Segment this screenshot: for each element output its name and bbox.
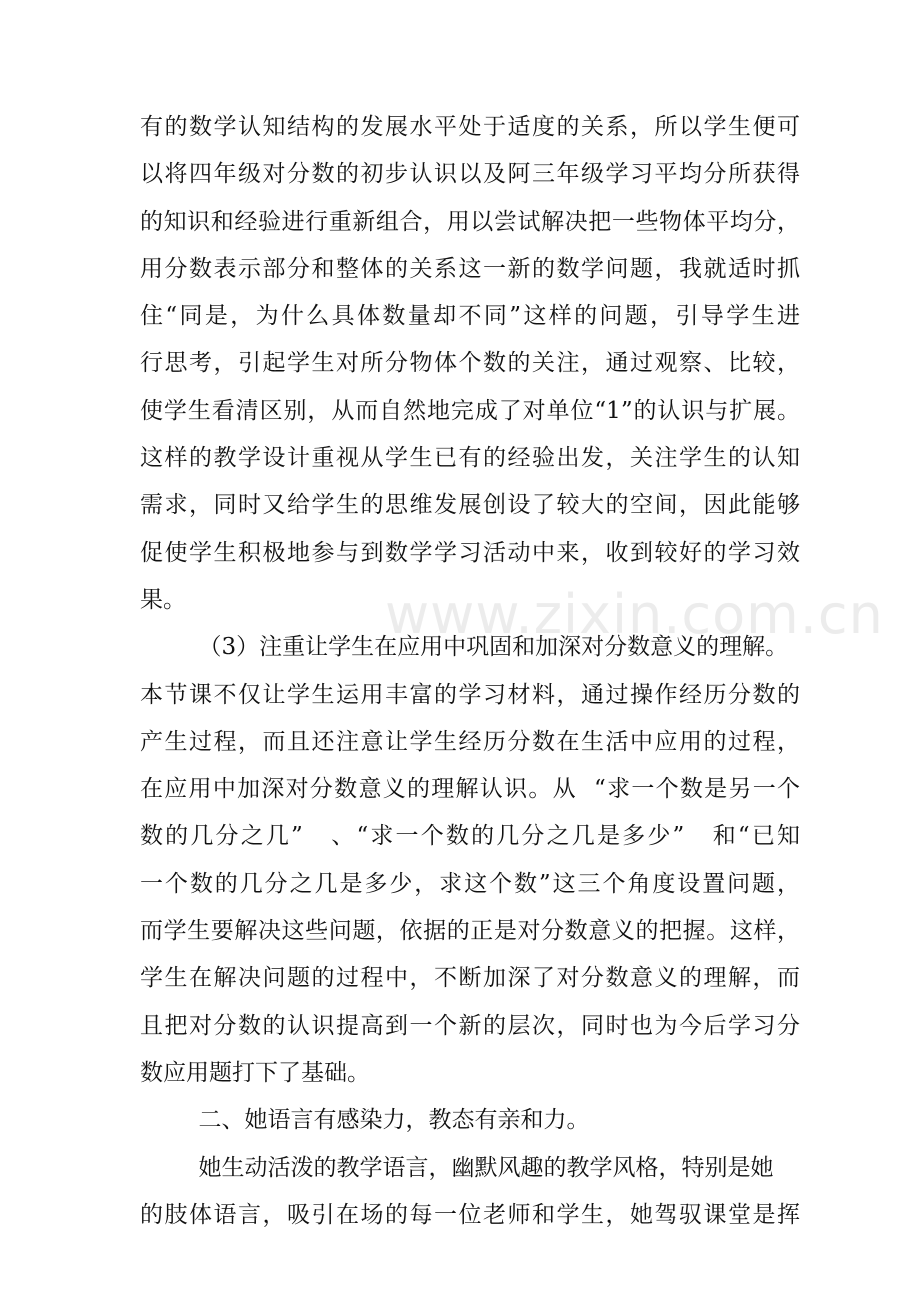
text-line: 需求，同时又给学生的思维发展创设了较大的空间，因此能够 xyxy=(140,492,800,519)
text-line: 用分数表示部分和整体的关系这一新的数学问题，我就适时抓 xyxy=(140,255,800,282)
watermark: www.zixin.com.cn xyxy=(385,583,884,646)
text-line: 的知识和经验进行重新组合，用以尝试解决把一些物体平均分， xyxy=(140,208,800,235)
text-line: 她生动活泼的教学语言，幽默风趣的教学风格，特别是她 xyxy=(140,1154,774,1181)
text-line: 的肢体语言，吸引在场的每一位老师和学生，她驾驭课堂是挥 xyxy=(140,1201,800,1228)
text-line: 促使学生积极地参与到数学学习活动中来，收到较好的学习效 xyxy=(140,539,800,566)
text-line: 使学生看清区别，从而自然地完成了对单位“1”的认识与扩展。 xyxy=(140,397,800,424)
text-line: 以将四年级对分数的初步认识以及阿三年级学习平均分所获得 xyxy=(140,161,800,188)
text-line: 且把对分数的认识提高到一个新的层次，同时也为今后学习分 xyxy=(140,1012,800,1039)
text-line: 有的数学认知结构的发展水平处于适度的关系，所以学生便可 xyxy=(140,114,800,140)
section-heading: 二、她语言有感染力，教态有亲和力。 xyxy=(140,1107,590,1134)
text-line: 一个数的几分之几是多少，求这个数”这三个角度设置问题， xyxy=(140,870,800,897)
text-line: 果。 xyxy=(140,586,186,613)
text-line: 行思考，引起学生对所分物体个数的关注，通过观察、比较， xyxy=(140,350,800,377)
document-body xyxy=(140,104,800,1239)
text-line: 而学生要解决这些问题，依据的正是对分数意义的把握。这样， xyxy=(140,918,800,945)
text-line: 住“同是，为什么具体数量却不同”这样的问题，引导学生进 xyxy=(140,303,800,330)
text-line: 数应用题打下了基础。 xyxy=(140,1059,370,1086)
text-line: 数的几分之几” 、“求一个数的几分之几是多少” 和“已知 xyxy=(140,823,800,850)
text-line: 这样的教学设计重视从学生已有的经验出发，关注学生的认知 xyxy=(140,445,800,472)
text-line: 在应用中加深对分数意义的理解认识。从 “求一个数是另一个 xyxy=(140,776,800,803)
text-line: 学生在解决问题的过程中，不断加深了对分数意义的理解，而 xyxy=(140,965,800,992)
text-line: 本节课不仅让学生运用丰富的学习材料，通过操作经历分数的 xyxy=(140,681,800,708)
text-line: 产生过程，而且还注意让学生经历分数在生活中应用的过程， xyxy=(140,728,800,755)
section-heading: （3）注重让学生在应用中巩固和加深对分数意义的理解。 xyxy=(140,634,789,661)
